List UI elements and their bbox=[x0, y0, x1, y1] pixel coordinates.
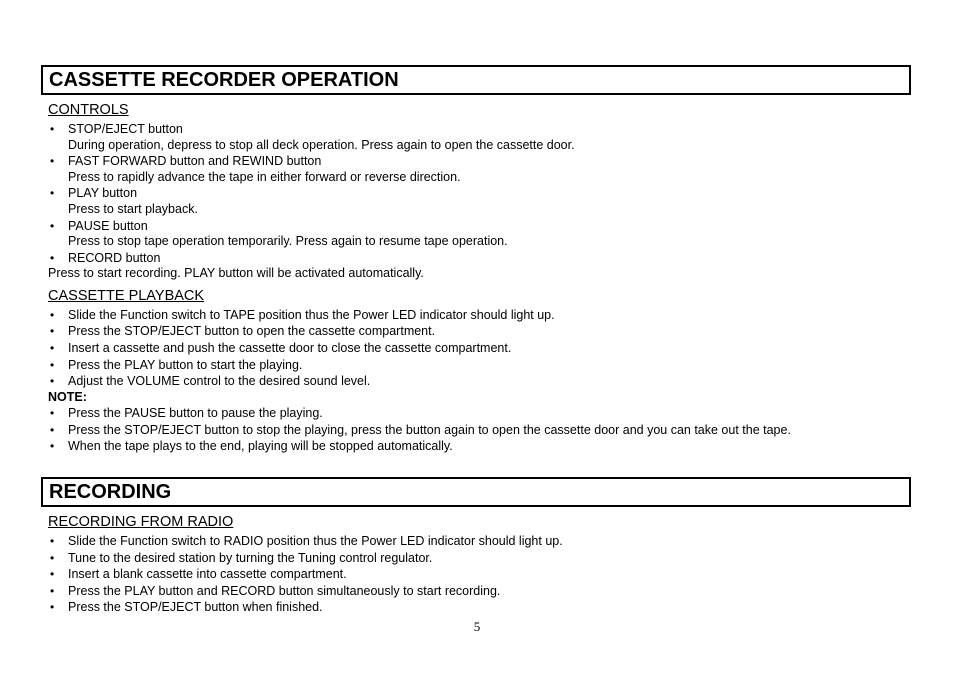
bullet-icon: • bbox=[50, 534, 55, 548]
page-number: 5 bbox=[473, 619, 481, 634]
radio-step: Slide the Function switch to RADIO position thus the Power LED indicator should light up. bbox=[68, 534, 563, 548]
bullet-icon: • bbox=[50, 341, 55, 355]
bullet-icon: • bbox=[50, 423, 55, 437]
control-item-desc: Press to start playback. bbox=[68, 202, 198, 216]
note-label: NOTE: bbox=[48, 390, 87, 404]
bullet-icon: • bbox=[50, 186, 55, 200]
control-item-desc: Press to stop tape operation temporarily. Press again to resume tape operation. bbox=[68, 234, 508, 248]
bullet-icon: • bbox=[50, 439, 55, 453]
bullet-icon: • bbox=[50, 600, 55, 614]
bullet-icon: • bbox=[50, 406, 55, 420]
section-title-cassette-recorder: CASSETTE RECORDER OPERATION bbox=[41, 65, 911, 95]
section-title-recording: RECORDING bbox=[41, 477, 911, 507]
radio-step: Tune to the desired station by turning the Tuning control regulator. bbox=[68, 551, 433, 565]
radio-step: Press the PLAY button and RECORD button simultaneously to start recording. bbox=[68, 584, 501, 598]
control-item-desc: Press to rapidly advance the tape in either forward or reverse direction. bbox=[68, 170, 461, 184]
bullet-icon: • bbox=[50, 567, 55, 581]
playback-step: Insert a cassette and push the cassette door to close the cassette compartment. bbox=[68, 341, 512, 355]
playback-step: Press the PLAY button to start the playing. bbox=[68, 358, 303, 372]
control-item-label: RECORD button bbox=[68, 251, 161, 265]
bullet-icon: • bbox=[50, 122, 55, 136]
control-item-label: STOP/EJECT button bbox=[68, 122, 183, 136]
bullet-icon: • bbox=[50, 551, 55, 565]
note-item: When the tape plays to the end, playing will be stopped automatically. bbox=[68, 439, 453, 453]
bullet-icon: • bbox=[50, 154, 55, 168]
playback-step: Slide the Function switch to TAPE position thus the Power LED indicator should light up. bbox=[68, 308, 555, 322]
bullet-icon: • bbox=[50, 251, 55, 265]
controls-heading: CONTROLS bbox=[48, 102, 129, 118]
playback-step: Adjust the VOLUME control to the desired sound level. bbox=[68, 374, 371, 388]
control-item-label: PLAY button bbox=[68, 186, 138, 200]
bullet-icon: • bbox=[50, 219, 55, 233]
radio-step: Press the STOP/EJECT button when finished. bbox=[68, 600, 323, 614]
bullet-icon: • bbox=[50, 308, 55, 322]
playback-step: Press the STOP/EJECT button to open the cassette compartment. bbox=[68, 324, 436, 338]
note-item: Press the PAUSE button to pause the playing. bbox=[68, 406, 323, 420]
radio-step: Insert a blank cassette into cassette compartment. bbox=[68, 567, 347, 581]
bullet-icon: • bbox=[50, 584, 55, 598]
bullet-icon: • bbox=[50, 374, 55, 388]
control-item-desc: Press to start recording. PLAY button will be activated automatically. bbox=[48, 266, 424, 280]
control-item-label: PAUSE button bbox=[68, 219, 148, 233]
playback-heading: CASSETTE PLAYBACK bbox=[48, 288, 205, 304]
bullet-icon: • bbox=[50, 358, 55, 372]
control-item-desc: During operation, depress to stop all deck operation. Press again to open the cassette door. bbox=[68, 138, 575, 152]
note-item: Press the STOP/EJECT button to stop the playing, press the button again to open the cassette door and you can take out the tape. bbox=[68, 423, 791, 437]
radio-recording-heading: RECORDING FROM RADIO bbox=[48, 514, 234, 530]
bullet-icon: • bbox=[50, 324, 55, 338]
control-item-label: FAST FORWARD button and REWIND button bbox=[68, 154, 322, 168]
